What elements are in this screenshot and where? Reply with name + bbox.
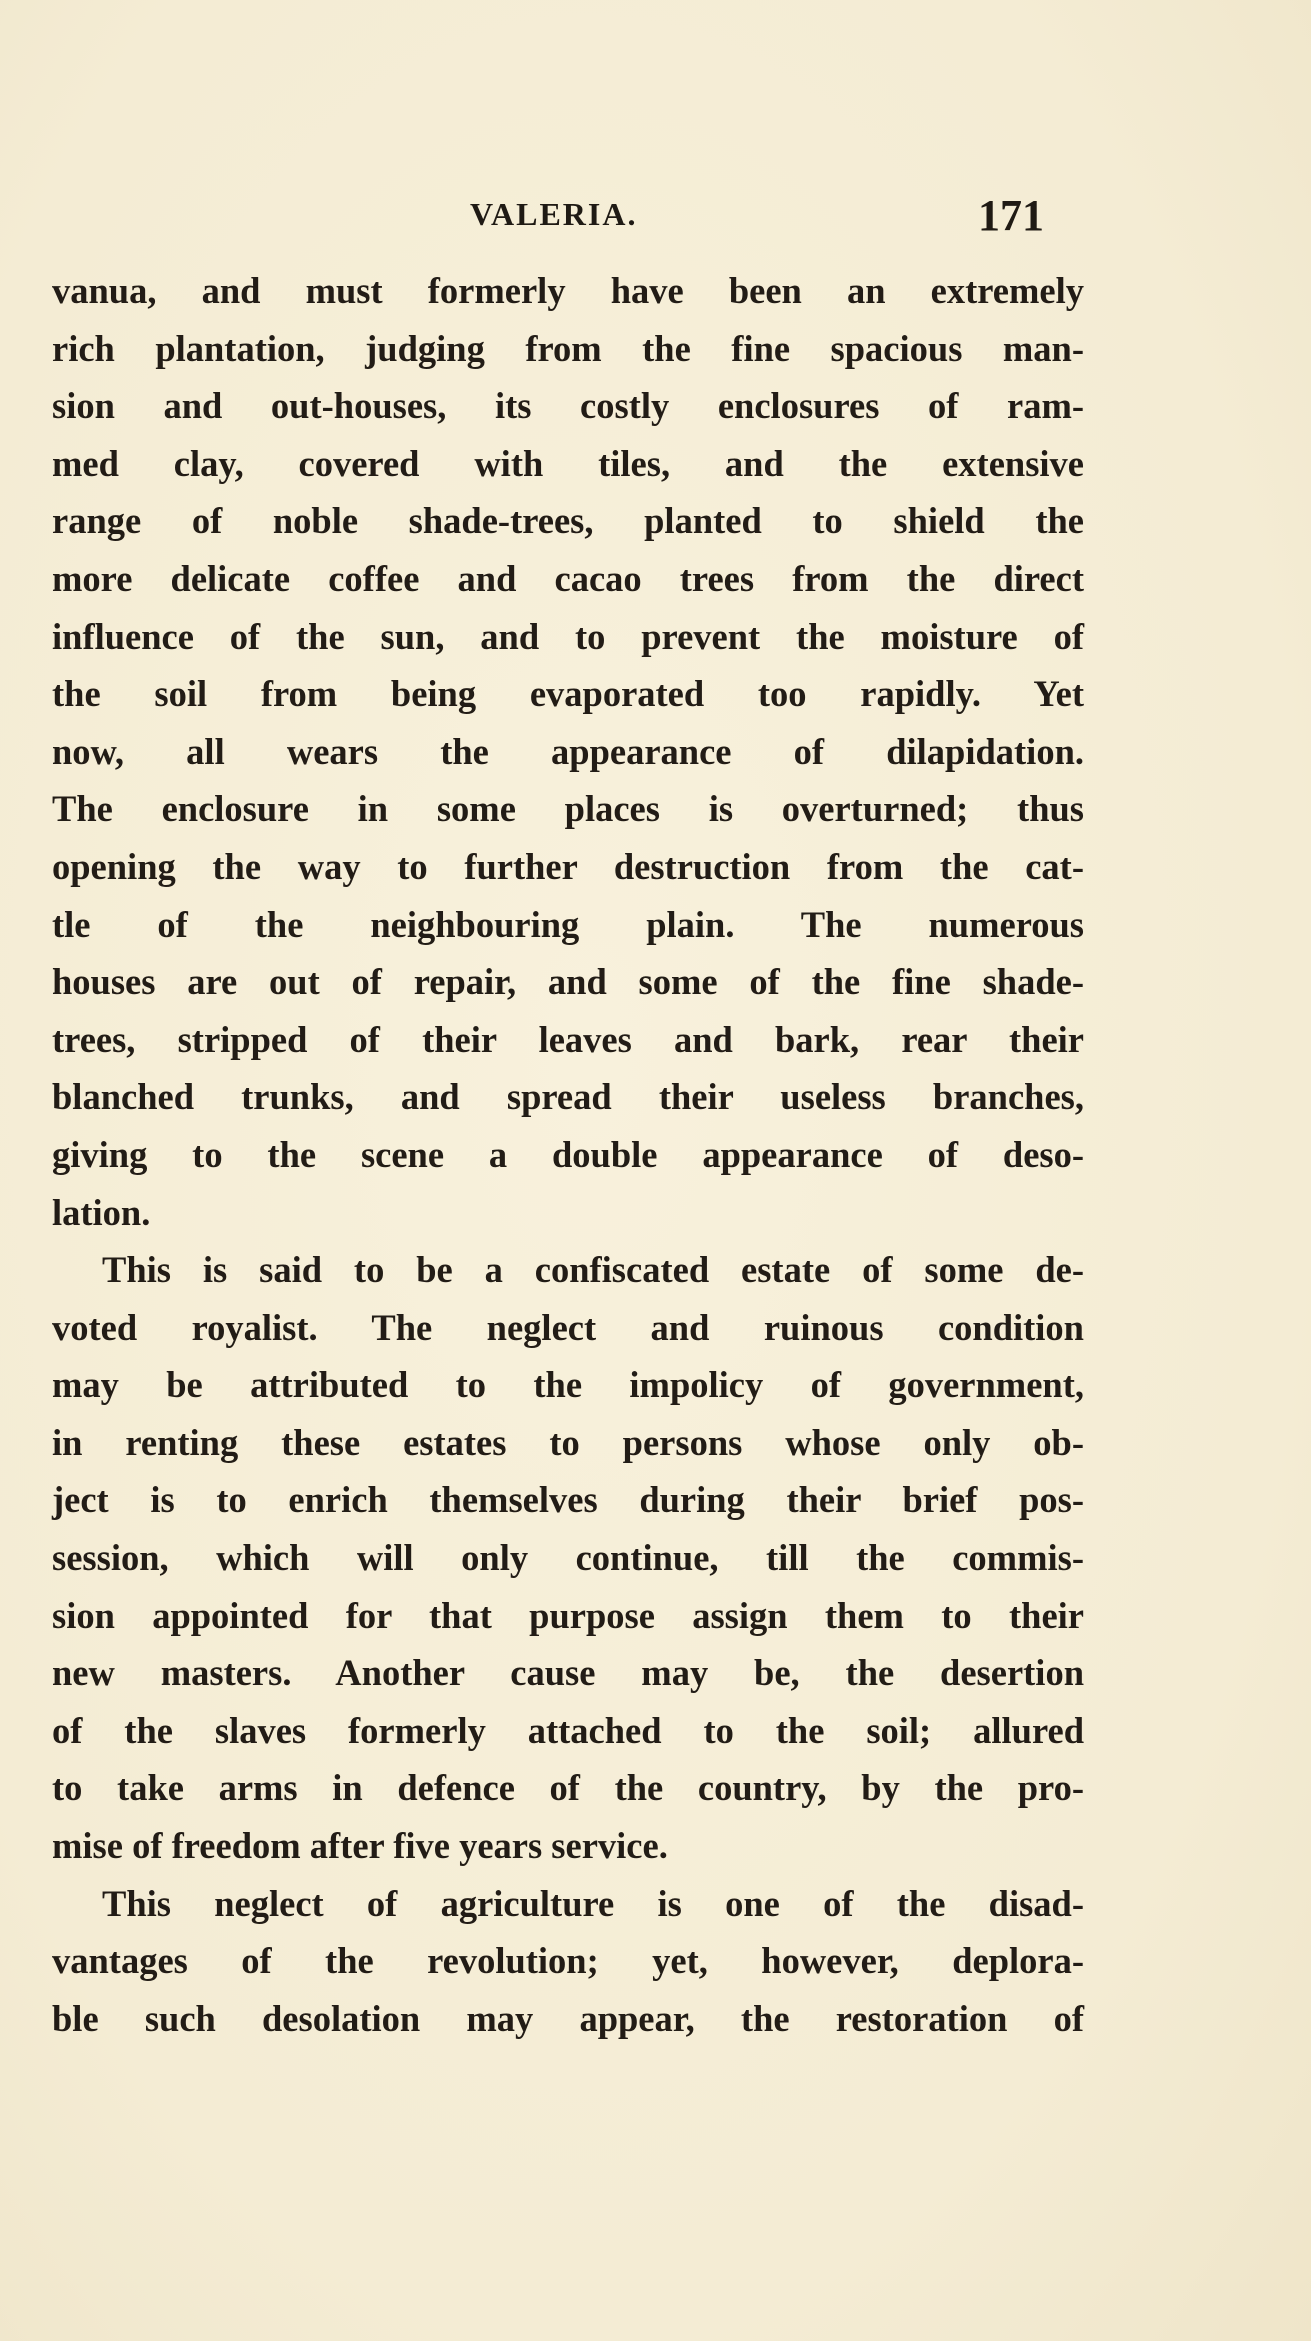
text-line: of the slaves formerly attached to the soil; allured	[52, 1709, 1084, 1751]
text-line: may be attributed to the impolicy of government,	[52, 1364, 1084, 1406]
text-line: lation.	[52, 1191, 151, 1233]
text-line: The enclosure in some places is overturned; thus	[52, 788, 1084, 830]
text-line: influence of the sun, and to prevent the moisture of	[52, 615, 1084, 657]
text-line: now, all wears the appearance of dilapidation.	[52, 730, 1084, 772]
text-line: med clay, covered with tiles, and the extensive	[52, 442, 1084, 484]
text-line: in renting these estates to persons whose only ob-	[52, 1421, 1084, 1463]
text-line: ble such desolation may appear, the restoration of	[52, 1997, 1084, 2039]
text-line: This is said to be a confiscated estate of some de-	[102, 1249, 1084, 1291]
text-line: rich plantation, judging from the fine spacious man-	[52, 327, 1084, 369]
text-line: more delicate coffee and cacao trees from the direct	[52, 557, 1084, 599]
text-line: opening the way to further destruction from the cat-	[52, 845, 1084, 887]
text-line: This neglect of agriculture is one of the disad-	[102, 1882, 1084, 1924]
body-text	[52, 262, 1084, 2047]
text-line: ject is to enrich themselves during their brief pos-	[52, 1479, 1084, 1521]
page-header	[0, 190, 1311, 250]
text-line: new masters. Another cause may be, the desertion	[52, 1652, 1084, 1694]
text-line: the soil from being evaporated too rapidly. Yet	[52, 673, 1084, 715]
text-line: to take arms in defence of the country, by the pro-	[52, 1767, 1084, 1809]
text-line: range of noble shade-trees, planted to shield the	[52, 500, 1084, 542]
page-number: 171	[978, 191, 1044, 240]
text-line: mise of freedom after five years service.	[52, 1825, 668, 1867]
text-line: tle of the neighbouring plain. The numerous	[52, 903, 1084, 945]
text-line: voted royalist. The neglect and ruinous condition	[52, 1306, 1084, 1348]
text-line: blanched trunks, and spread their useless branches,	[52, 1076, 1084, 1118]
text-line: giving to the scene a double appearance of deso-	[52, 1133, 1084, 1175]
text-line: vantages of the revolution; yet, however, deplora-	[52, 1940, 1084, 1982]
text-line: sion appointed for that purpose assign them to their	[52, 1594, 1084, 1636]
text-line: trees, stripped of their leaves and bark, rear their	[52, 1018, 1084, 1060]
text-line: sion and out-houses, its costly enclosures of ram-	[52, 385, 1084, 427]
text-line: houses are out of repair, and some of the fine shade-	[52, 961, 1084, 1003]
text-line: session, which will only continue, till the commis-	[52, 1537, 1084, 1579]
running-title: VALERIA.	[470, 196, 638, 232]
text-line: vanua, and must formerly have been an extremely	[52, 270, 1084, 311]
